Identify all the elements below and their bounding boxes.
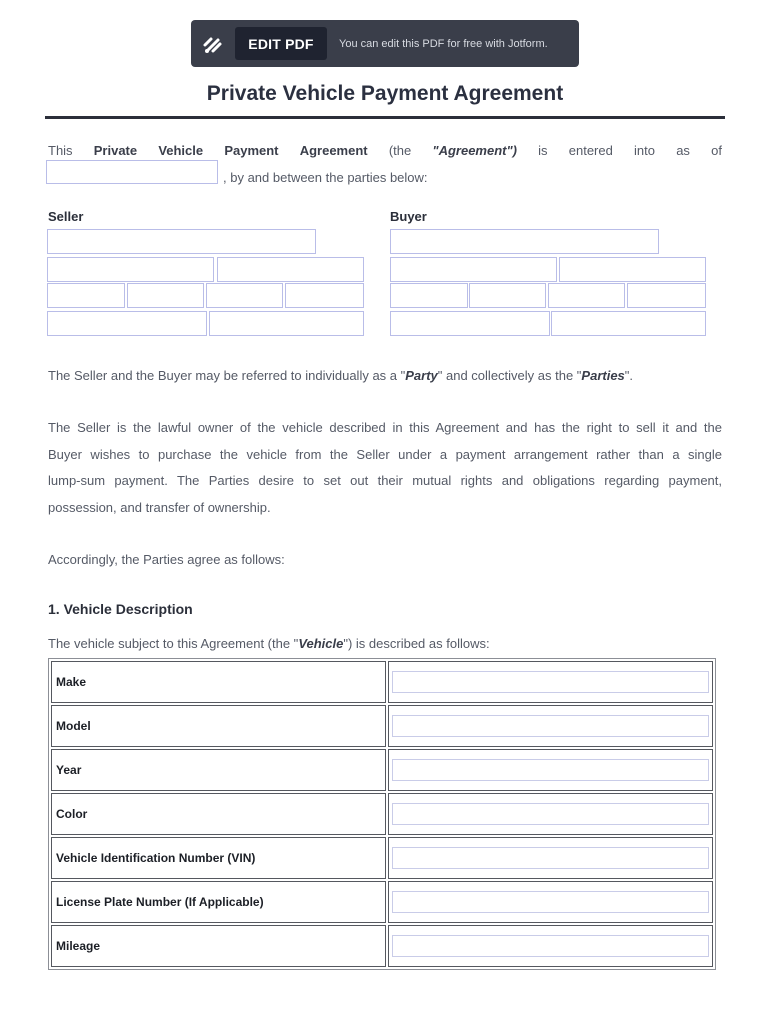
party-text: " and collectively as the " <box>437 368 582 383</box>
row-value-cell <box>388 881 713 923</box>
intro-word: entered <box>568 143 613 158</box>
edit-pdf-button[interactable]: EDIT PDF <box>235 27 327 60</box>
recital-line: possession, and transfer of ownership. <box>48 499 271 515</box>
seller-label: Seller <box>48 209 84 224</box>
intro-word: (the <box>388 143 412 158</box>
buyer-email-field[interactable] <box>551 311 706 336</box>
model-field[interactable] <box>392 715 709 737</box>
buyer-address-field[interactable] <box>390 257 557 282</box>
buyer-zip-field[interactable] <box>548 283 625 308</box>
jotform-logo-icon <box>191 20 235 67</box>
row-label-vin: Vehicle Identification Number (VIN) <box>51 837 386 879</box>
party-term: Party <box>405 368 438 383</box>
title-divider <box>45 116 725 119</box>
buyer-country-field[interactable] <box>627 283 706 308</box>
recital-line: Buyer wishes to purchase the vehicle from the Seller under a payment arrangement rather than a single <box>48 446 722 462</box>
row-label-color: Color <box>51 793 386 835</box>
license-plate-field[interactable] <box>392 891 709 913</box>
row-value-cell <box>388 793 713 835</box>
make-field[interactable] <box>392 671 709 693</box>
recital-line: The Seller is the lawful owner of the vehicle described in this Agreement and has the right to sell it and the <box>48 420 722 435</box>
vehicle-intro-text: The vehicle subject to this Agreement (the " <box>48 636 299 651</box>
intro-word: as <box>676 143 690 158</box>
row-label-year: Year <box>51 749 386 791</box>
intro-word: is <box>538 143 548 158</box>
year-field[interactable] <box>392 759 709 781</box>
row-label-make: Make <box>51 661 386 703</box>
row-label-model: Model <box>51 705 386 747</box>
table-row <box>51 793 713 835</box>
party-text: ". <box>624 368 634 383</box>
seller-zip-field[interactable] <box>206 283 283 308</box>
table-row <box>51 925 713 967</box>
intro-word: Payment <box>224 143 279 158</box>
seller-address2-field[interactable] <box>217 257 364 282</box>
agreement-date-field[interactable] <box>46 160 218 184</box>
intro-line-2: , by and between the parties below: <box>223 170 428 185</box>
recital-line: lump-sum payment. The Parties desire to set out their mutual rights and obligations regarding payment, <box>48 473 722 488</box>
seller-phone-field[interactable] <box>47 311 207 336</box>
intro-word: of <box>711 143 722 158</box>
table-row <box>51 837 713 879</box>
row-value-cell <box>388 837 713 879</box>
table-row <box>51 705 713 747</box>
seller-city-field[interactable] <box>47 283 125 308</box>
intro-word: "Agreement") <box>432 143 517 158</box>
section-heading-vehicle: 1. Vehicle Description <box>48 601 193 617</box>
seller-address-field[interactable] <box>47 257 214 282</box>
buyer-city-field[interactable] <box>390 283 468 308</box>
vehicle-term: Vehicle <box>298 636 344 651</box>
table-row <box>51 881 713 923</box>
recital-paragraph <box>48 415 722 521</box>
parties-term: Parties <box>581 368 625 383</box>
seller-state-field[interactable] <box>127 283 204 308</box>
table-row <box>51 661 713 703</box>
intro-word: This <box>48 143 73 158</box>
accordingly-text: Accordingly, the Parties agree as follows: <box>48 552 285 567</box>
seller-country-field[interactable] <box>285 283 364 308</box>
buyer-state-field[interactable] <box>469 283 546 308</box>
row-value-cell <box>388 749 713 791</box>
buyer-name-field[interactable] <box>390 229 659 254</box>
row-label-mileage: Mileage <box>51 925 386 967</box>
intro-word: Vehicle <box>158 143 204 158</box>
buyer-label: Buyer <box>390 209 427 224</box>
buyer-phone-field[interactable] <box>390 311 550 336</box>
vin-field[interactable] <box>392 847 709 869</box>
seller-name-field[interactable] <box>47 229 316 254</box>
color-field[interactable] <box>392 803 709 825</box>
mileage-field[interactable] <box>392 935 709 957</box>
banner-message: You can edit this PDF for free with Jotform. <box>339 37 548 50</box>
row-value-cell <box>388 705 713 747</box>
intro-word: Agreement <box>299 143 368 158</box>
vehicle-intro-text: ") is described as follows: <box>343 636 490 651</box>
buyer-address2-field[interactable] <box>559 257 706 282</box>
jotform-banner <box>191 20 579 67</box>
page-title: Private Vehicle Payment Agreement <box>206 82 564 105</box>
seller-email-field[interactable] <box>209 311 364 336</box>
intro-word: into <box>634 143 655 158</box>
vehicle-description-table <box>48 658 716 970</box>
row-value-cell <box>388 661 713 703</box>
intro-word: Private <box>93 143 138 158</box>
party-text: The Seller and the Buyer may be referred to individually as a " <box>48 368 406 383</box>
table-row <box>51 749 713 791</box>
row-label-license-plate: License Plate Number (If Applicable) <box>51 881 386 923</box>
vehicle-intro <box>48 631 490 658</box>
row-value-cell <box>388 925 713 967</box>
party-definition <box>48 363 633 390</box>
